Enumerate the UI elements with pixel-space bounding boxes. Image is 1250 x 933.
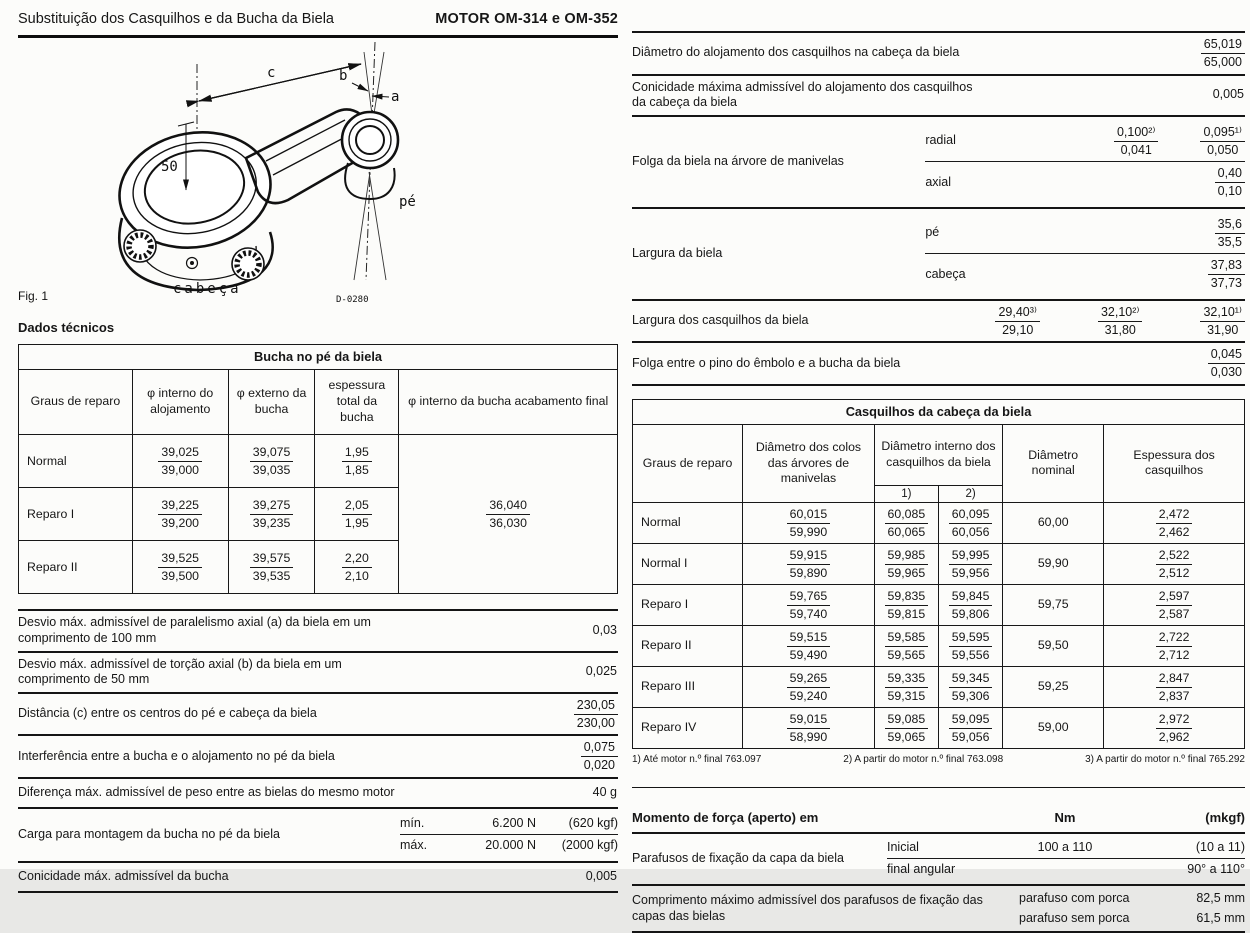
- row-label: Normal: [19, 435, 133, 488]
- connecting-rod-drawing: [18, 40, 618, 312]
- left-spec-list: [18, 609, 618, 893]
- spec-row-carga-montagem: Carga para montagem da bucha no pé da biela mín. 6.200 N (620 kgf) máx. 20.000 N (2000 kgf): [18, 807, 618, 861]
- cap-bolt-dot: [190, 261, 194, 265]
- pointer-b: [352, 83, 368, 91]
- table-footnotes: [632, 754, 1245, 767]
- section-dados-tecnicos: Dados técnicos: [18, 320, 115, 336]
- label-b: b: [339, 68, 348, 85]
- cell: $\frac{1,95}{1,85}$: [315, 435, 399, 488]
- bucha-table-title: Bucha no pé da biela: [19, 345, 618, 370]
- pointer-a: [372, 96, 389, 97]
- cell-acabamento: $\frac{36,040}{36,030}$: [399, 435, 618, 594]
- largura-pe: pé 35,6 35,5: [925, 213, 1245, 254]
- table-row: Reparo I $\frac{59,765}{59,740}$ $\frac{59,835}{59,815}$ $\frac{59,845}{59,806}$ 59,75 $\frac{2,597}{2,587}$: [633, 585, 1245, 626]
- momento-section: [632, 787, 1245, 933]
- momento-row-parafusos: Parafusos de fixação da capa da biela Inicial 100 a 110 (10 a 11) final angular 90° a 110°: [632, 834, 1245, 886]
- col-diametro-nominal: Diâmetro nominal: [1003, 424, 1104, 502]
- right-column: [632, 31, 1245, 933]
- cell: $\frac{39,575}{39,535}$: [228, 541, 315, 594]
- table-row: Reparo III $\frac{59,265}{59,240}$ $\frac{59,335}{59,315}$ $\frac{59,345}{59,306}$ 59,25 $\frac{2,847}{2,837}$: [633, 667, 1245, 708]
- right-spec-list: [632, 31, 1245, 386]
- cell: $\frac{39,225}{39,200}$: [132, 488, 228, 541]
- cell: $\frac{39,025}{39,000}$: [132, 435, 228, 488]
- parafuso-sem-porca: parafuso sem porca 61,5 mm: [1019, 910, 1245, 925]
- aperto-inicial: Inicial 100 a 110 (10 a 11): [887, 839, 1245, 854]
- parafuso-com-porca: parafuso com porca 82,5 mm: [1019, 891, 1245, 906]
- col-mkgf: (mkgf): [1205, 809, 1245, 825]
- figure-connecting-rod: [18, 40, 618, 312]
- motor-model: MOTOR OM-314 e OM-352: [435, 11, 618, 27]
- fig-number: Fig. 1: [18, 289, 49, 304]
- table-row: Reparo IV $\frac{59,015}{58,990}$ $\frac{59,085}{59,065}$ $\frac{59,095}{59,056}$ 59,00 $\frac{2,972}{2,962}$: [633, 708, 1245, 749]
- largura-cabeca: cabeça 37,83 37,73: [925, 253, 1245, 295]
- col-acabamento-final: φ interno da bucha acabamento final: [399, 370, 618, 435]
- col-diametro-colos: Diâmetro dos colos das árvores de manivelas: [743, 424, 875, 502]
- spec-row-folga-pino-embolo: Folga entre o pino do êmbolo e a bucha da biela 0,045 0,030: [632, 341, 1245, 384]
- subcol-1: 1): [874, 485, 938, 502]
- col-espessura: espessura total da bucha: [315, 370, 399, 435]
- spec-row-interferencia: Interferência entre a bucha e o alojamento no pé da biela 0,075 0,020: [18, 734, 618, 777]
- table-row: [19, 435, 618, 488]
- page-title: Substituição dos Casquilhos e da Bucha da Biela: [18, 11, 334, 27]
- col-espessura-casquilhos: Espessura dos casquilhos: [1104, 424, 1245, 502]
- col-interno-alojamento: φ interno do alojamento: [132, 370, 228, 435]
- subcol-2: 2): [938, 485, 1002, 502]
- cell: $\frac{39,075}{39,035}$: [228, 435, 315, 488]
- col-diametro-interno: Diâmetro interno dos casquilhos da biela: [874, 424, 1003, 485]
- aperto-final-angular: final angular 90° a 110°: [887, 858, 1245, 881]
- col-graus-de-reparo: Graus de reparo: [19, 370, 133, 435]
- label-pe: pé: [399, 194, 416, 211]
- col-externo-bucha: φ externo da bucha: [228, 370, 315, 435]
- cell: $\frac{2,20}{2,10}$: [315, 541, 399, 594]
- angle-line: [354, 172, 370, 280]
- label-c: c: [267, 65, 276, 82]
- smallend-bore: [356, 126, 384, 154]
- drawing-number: D-0280: [336, 295, 369, 306]
- table-row: Normal $\frac{60,015}{59,990}$ $\frac{60,085}{60,065}$ $\frac{60,095}{60,056}$ 60,00 $\frac{2,472}{2,462}$: [633, 503, 1245, 544]
- spec-row-paralelismo: Desvio máx. admissível de paralelismo axial (a) da biela em um comprimento de 100 mm 0,03: [18, 609, 618, 650]
- spec-row-conicidade-alojamento: Conicidade máxima admissível do alojamento dos casquilhos da cabeça da biela 0,005: [632, 74, 1245, 115]
- cell: $\frac{2,05}{1,95}$: [315, 488, 399, 541]
- carga-max: máx. 20.000 N (2000 kgf): [400, 834, 618, 857]
- casquilhos-table: [632, 399, 1245, 749]
- momento-row-comprimento: Comprimento máximo admissível dos parafusos de fixação das capas das bielas parafuso com porca 82,5 mm parafuso sem porca 61,5 mm: [632, 886, 1245, 933]
- label-a: a: [391, 89, 400, 106]
- spec-row-distancia: Distância (c) entre os centros do pé e cabeça da biela 230,05 230,00: [18, 692, 618, 735]
- spec-row-diametro-alojamento: Diâmetro do alojamento dos casquilhos na cabeça da biela 65,019 65,000: [632, 31, 1245, 74]
- casquilhos-table-title: Casquilhos da cabeça da biela: [633, 399, 1245, 424]
- col-graus-de-reparo: Graus de reparo: [633, 424, 743, 502]
- spec-row-largura-casquilhos: Largura dos casquilhos da biela 29,40³⁾ 29,10 32,10²⁾ 31,80 32,10¹⁾ 31,90: [632, 299, 1245, 342]
- col-nm: Nm: [1054, 809, 1076, 825]
- folga-axial: axial 0,40 0,10: [925, 161, 1245, 203]
- cell: $\frac{39,275}{39,235}$: [228, 488, 315, 541]
- label-50: 50: [161, 159, 178, 176]
- angle-line: [369, 172, 386, 280]
- bucha-table: [18, 344, 618, 594]
- carga-min: mín. 6.200 N (620 kgf): [400, 815, 618, 830]
- spec-row-largura-biela: Largura da biela pé 35,6 35,5 cabeça 37,83 37,73: [632, 207, 1245, 299]
- page-header: [18, 8, 618, 38]
- momento-heading-row: [632, 810, 1245, 834]
- dimension-arrow-right: [199, 64, 361, 101]
- footnote-2: 2) A partir do motor n.º final 763.098: [843, 754, 1004, 766]
- row-label: Reparo I: [19, 488, 133, 541]
- table-row: Normal I $\frac{59,915}{59,890}$ $\frac{59,985}{59,965}$ $\frac{59,995}{59,956}$ 59,90 $\frac{2,522}{2,512}$: [633, 544, 1245, 585]
- left-column: [18, 8, 618, 893]
- spec-row-torcao: Desvio máx. admissível de torção axial (b) da biela em um comprimento de 50 mm 0,025: [18, 651, 618, 692]
- footnote-3: 3) A partir do motor n.º final 765.292: [1085, 754, 1245, 766]
- folga-radial: radial 0,100²⁾ 0,041 0,095¹⁾ 0,050: [925, 121, 1245, 162]
- row-label: Reparo II: [19, 541, 133, 594]
- spec-row-conicidade-bucha: Conicidade máx. admissível da bucha 0,005: [18, 861, 618, 891]
- label-cabeca: cabeça: [173, 281, 242, 298]
- momento-heading: Momento de força (aperto) em: [632, 809, 819, 825]
- cell: $\frac{39,525}{39,500}$: [132, 541, 228, 594]
- spec-row-folga-manivelas: Folga da biela na árvore de manivelas radial 0,100²⁾ 0,041 0,095¹⁾ 0,050 axial 0,40 0,10: [632, 115, 1245, 207]
- table-row: Reparo II $\frac{59,515}{59,490}$ $\frac{59,585}{59,565}$ $\frac{59,595}{59,556}$ 59,50 $\frac{2,722}{2,712}$: [633, 626, 1245, 667]
- spec-row-diferenca-peso: Diferença máx. admissível de peso entre as bielas do mesmo motor 40 g: [18, 777, 618, 807]
- footnote-1: 1) Até motor n.º final 763.097: [632, 754, 762, 766]
